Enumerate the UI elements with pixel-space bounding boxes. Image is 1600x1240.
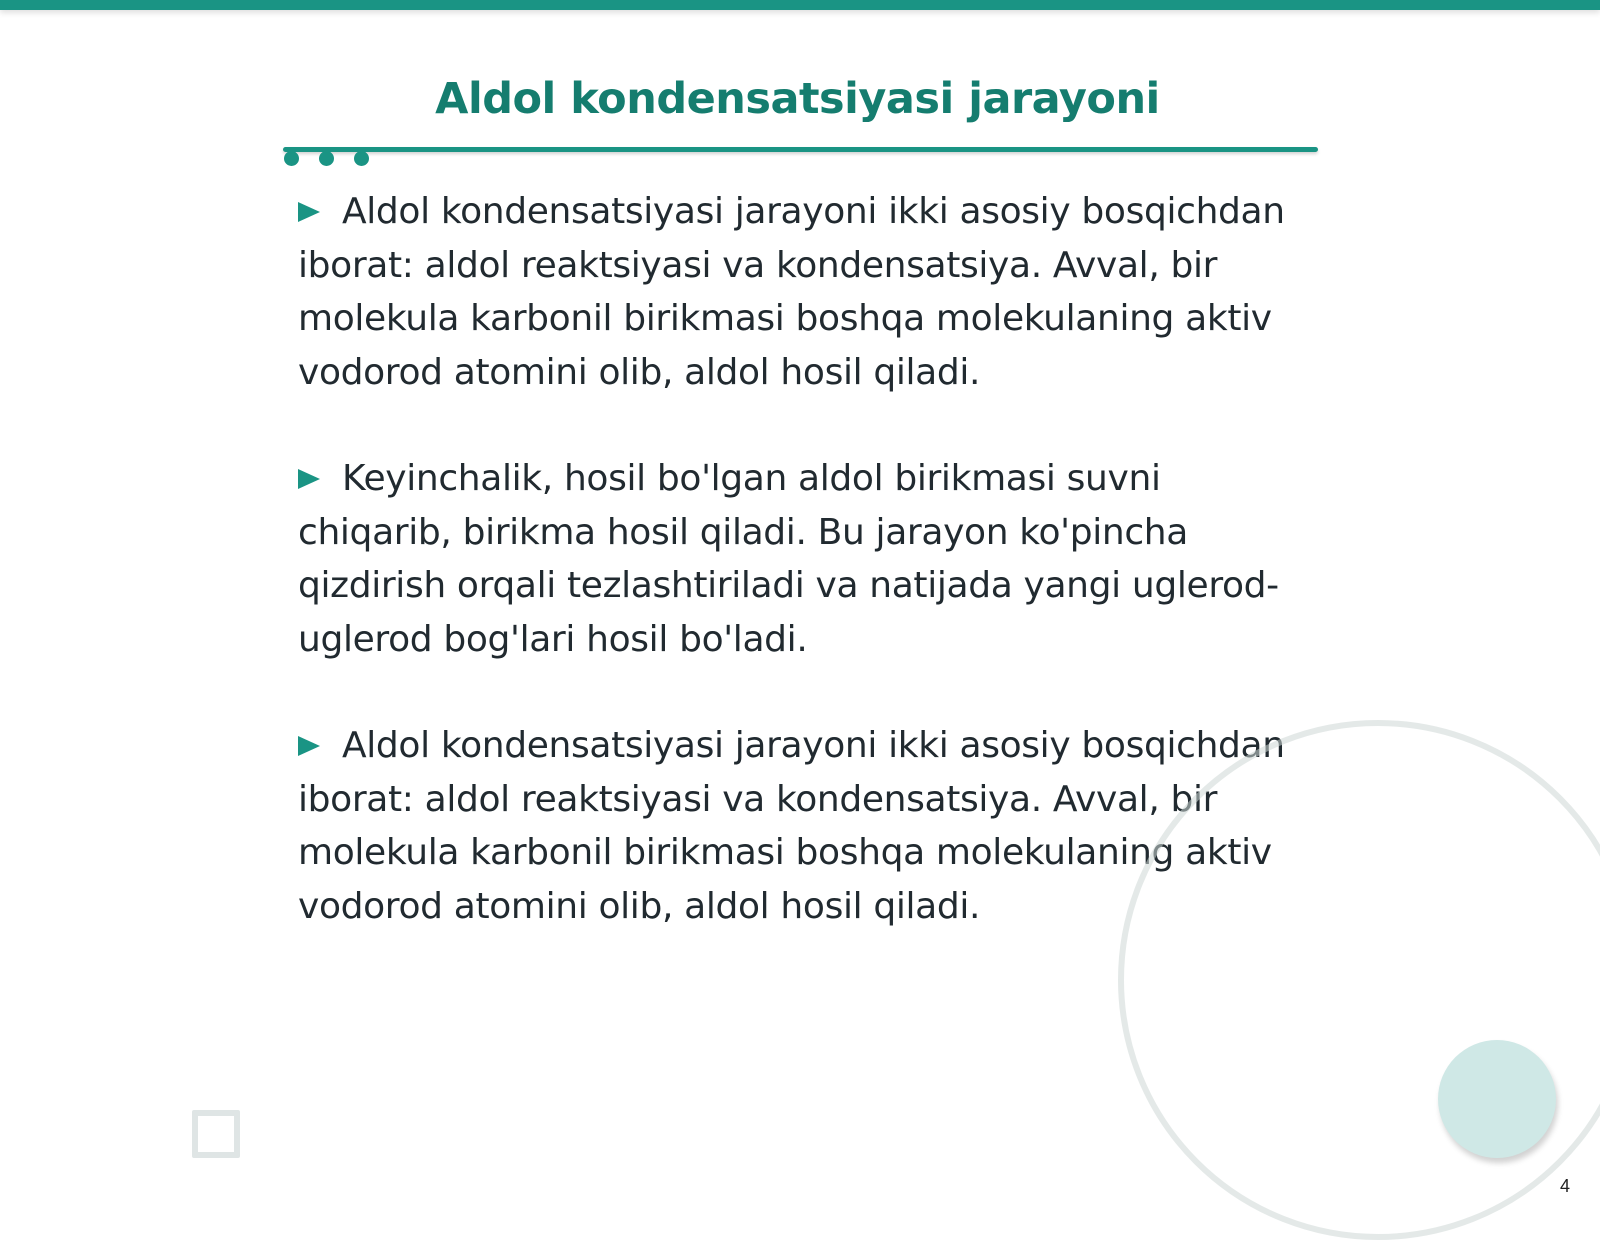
slide-title: Aldol kondensatsiyasi jarayoni — [435, 74, 1160, 124]
underline-dot — [319, 151, 334, 166]
top-accent-bar — [0, 0, 1600, 10]
bullet-item — [298, 452, 1308, 666]
bullet-text: Aldol kondensatsiyasi jarayoni ikki asosiy bosqichdan iborat: aldol reaktsiyasi va kondensatsiya. Avval, bir molekula karbonil birikmasi boshqa molekulaning aktiv vodorod atomini olib, aldol hosil qiladi. — [298, 191, 1285, 393]
underline-dot — [284, 151, 299, 166]
bullet-item — [298, 185, 1308, 399]
decorative-circle — [1438, 1040, 1556, 1158]
bullet-text: Keyinchalik, hosil bo'lgan aldol birikmasi suvni chiqarib, birikma hosil qiladi. Bu jarayon ko'pincha qizdirish orqali tezlashtiriladi va natijada yangi uglerod-uglerod bog'lari hosil bo'ladi. — [298, 458, 1279, 660]
bullet-text: Aldol kondensatsiyasi jarayoni ikki asosiy bosqichdan iborat: aldol reaktsiyasi va kondensatsiya. Avval, bir molekula karbonil birikmasi boshqa molekulaning aktiv vodorod atomini olib, aldol hosil qiladi. — [298, 725, 1285, 927]
play-triangle-icon — [298, 202, 320, 222]
decorative-square — [192, 1110, 240, 1158]
play-triangle-icon — [298, 736, 320, 756]
page-number: 4 — [1559, 1176, 1570, 1196]
underline-dot — [354, 151, 369, 166]
play-triangle-icon — [298, 469, 320, 489]
title-underline — [283, 147, 1318, 152]
